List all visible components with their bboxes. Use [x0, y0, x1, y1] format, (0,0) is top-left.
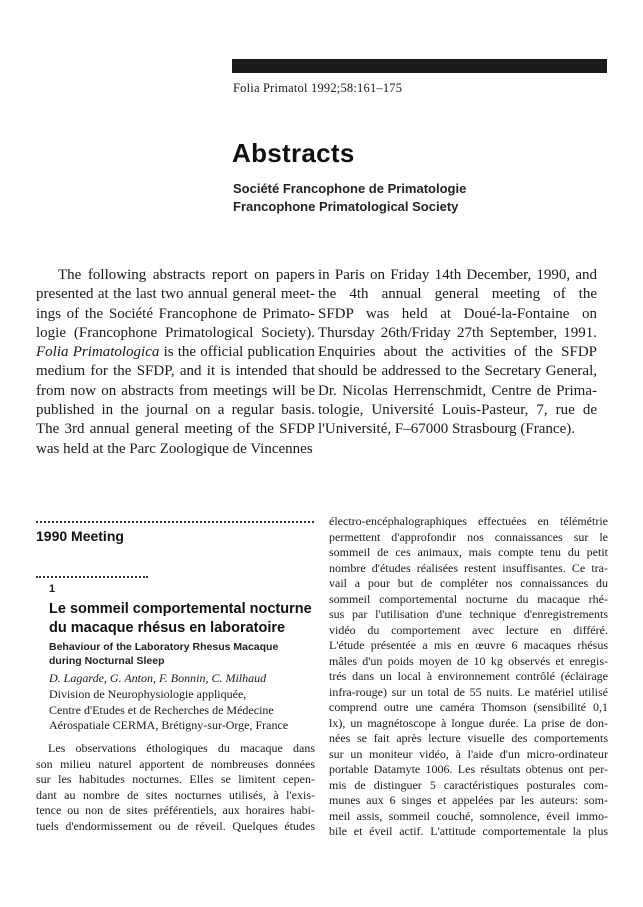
abstract-divider — [36, 576, 148, 578]
body-line: lx), un magnétoscope à longue durée. La prise de don- — [329, 715, 608, 730]
intro-line: Thursday 26th/Friday 27th September, 1991. — [318, 324, 597, 341]
body-line: munes aux 6 singes et appelées par les auteurs: som- — [329, 793, 608, 807]
intro-line: The following abstracts report on papers — [58, 267, 315, 283]
body-line: trés dans un local à environnement contrôlé (éclairage — [329, 669, 608, 683]
body-line: meil assis, sommeil couché, somnolence, éveil immo- — [329, 808, 608, 823]
affiliation-line: Division de Neurophysiologie appliquée, — [49, 687, 247, 701]
section-heading: 1990 Meeting — [36, 528, 124, 544]
intro-line: l'Université, F–67000 Strasbourg (France). — [318, 421, 575, 438]
body-line: Les observations éthologiques du macaque dans — [48, 741, 315, 755]
abstract-body-right — [329, 514, 608, 840]
abstract-number: 1 — [49, 583, 56, 595]
abstract-title-line: du macaque rhésus en laboratoire — [49, 619, 286, 636]
intro-line: The 3rd annual general meeting of the SFDP — [36, 421, 315, 438]
page-title: Abstracts — [232, 138, 355, 168]
body-line: mâles d'un poids moyen de 10 kg observés et enregis- — [329, 653, 608, 668]
body-line: nombre d'études réalisées restent insuffisantes. Ce tra- — [329, 560, 608, 575]
society-subtitle — [233, 180, 466, 216]
body-line: vidéo du comportement avec lecture en différé. — [329, 622, 608, 637]
body-line: sur un moniteur vidéo, à l'aide d'un micro-ordinateur — [329, 746, 608, 761]
abstract-authors: D. Lagarde, G. Anton, F. Bonnin, C. Milhaud — [49, 671, 267, 685]
intro-line: Enquiries about the activities of the SFDP — [318, 344, 597, 361]
body-line: nées se fait après lecture visuelle des comportements — [329, 731, 608, 745]
intro-line: SFDP was held at Doué-la-Fontaine on — [318, 305, 597, 322]
affiliation-line: Centre d'Etudes et de Recherches de Médecine — [49, 702, 274, 717]
journal-name: Folia Primatologica — [36, 344, 160, 361]
intro-line: presented at the last two annual general meet- — [36, 286, 315, 303]
body-line: mis de distinguer 5 caractéristiques posturales com- — [329, 777, 608, 792]
intro-line: medium for the SFDP, and it is intended that — [36, 363, 315, 380]
abstract-subtitle-line: during Nocturnal Sleep — [49, 655, 165, 667]
intro-line: in Paris on Friday 14th December, 1990, and — [318, 267, 597, 283]
body-line: bile et éveil actif. L'attitude comportementale la plus — [329, 824, 608, 838]
body-line: dant au nombre de sites nocturnes utilisés, à l'exis- — [36, 787, 315, 802]
intro-line: from now on abstracts from meetings will be — [36, 382, 315, 399]
intro-left-column — [36, 266, 315, 459]
body-line: sur les habitudes nocturnes. Elles se limitent cepen- — [36, 772, 315, 786]
body-line: sommeil de ces animaux, mais compte tenu du petit — [329, 545, 608, 559]
intro-line: ings of the Société Francophone de Primato- — [36, 305, 315, 322]
intro-line — [36, 343, 315, 362]
body-line: sommeil comportemental nocturne du macaque rhé- — [329, 591, 608, 606]
body-line: permettent d'approfondir nos connaissances sur le — [329, 529, 608, 544]
intro-right-column — [318, 266, 597, 440]
subtitle-line-en: Francophone Primatological Society — [233, 199, 459, 214]
intro-line: tologie, Université Louis-Pasteur, 7, rue de — [318, 402, 597, 419]
abstract-body-left — [36, 741, 315, 834]
section-divider — [36, 521, 314, 523]
body-line: tence ou non de sites préférentiels, aux horaires habi- — [36, 803, 315, 817]
abstract-affiliation — [49, 687, 324, 734]
body-line: infra-rouge) sur un total de 55 nuits. Le matériel utilisé — [329, 684, 608, 699]
intro-line: Dr. Nicolas Herrenschmidt, Centre de Prima- — [318, 382, 597, 399]
journal-reference: Folia Primatol 1992;58:161–175 — [233, 81, 403, 95]
abstract-english-title — [49, 640, 319, 668]
affiliation-line: Aérospatiale CERMA, Brétigny-sur-Orge, France — [49, 718, 289, 732]
abstract-subtitle-line: Behaviour of the Laboratory Rhesus Macaque — [49, 641, 279, 653]
body-line: L'étude présentée a mis en œuvre 6 macaques rhésus — [329, 638, 608, 652]
header-rule — [232, 59, 607, 73]
body-line: portable Datamyte 1006. Les résultats obtenus ont per- — [329, 762, 608, 776]
subtitle-line-fr: Société Francophone de Primatologie — [233, 181, 467, 196]
intro-line: was held at the Parc Zoologique de Vincennes — [36, 440, 313, 457]
abstract-title — [49, 600, 319, 637]
intro-line: logie (Francophone Primatological Society). — [36, 324, 315, 341]
body-line: vail a pour but de compléter nos connaissances du — [329, 576, 608, 590]
body-line: tuels d'endormissement ou de réveil. Quelques études — [36, 818, 315, 833]
abstract-title-line: Le sommeil comportemental nocturne — [49, 601, 312, 617]
intro-line: published in the journal on a regular basis. — [36, 402, 315, 419]
intro-line-text: is the official publication — [163, 344, 315, 361]
body-line: comprend outre une caméra Thomson (sensibilité 0,1 — [329, 700, 608, 714]
body-line: électro-encéphalographiques effectuées en télémétrie — [329, 514, 608, 528]
body-line: sus par l'utilisation d'une technique d'enregistrements — [329, 607, 608, 621]
body-line: son milieu naturel apportent de nombreuses données — [36, 756, 315, 771]
intro-line: should be addressed to the Secretary General, — [318, 363, 597, 380]
intro-line: the 4th annual general meeting of the — [318, 286, 597, 303]
